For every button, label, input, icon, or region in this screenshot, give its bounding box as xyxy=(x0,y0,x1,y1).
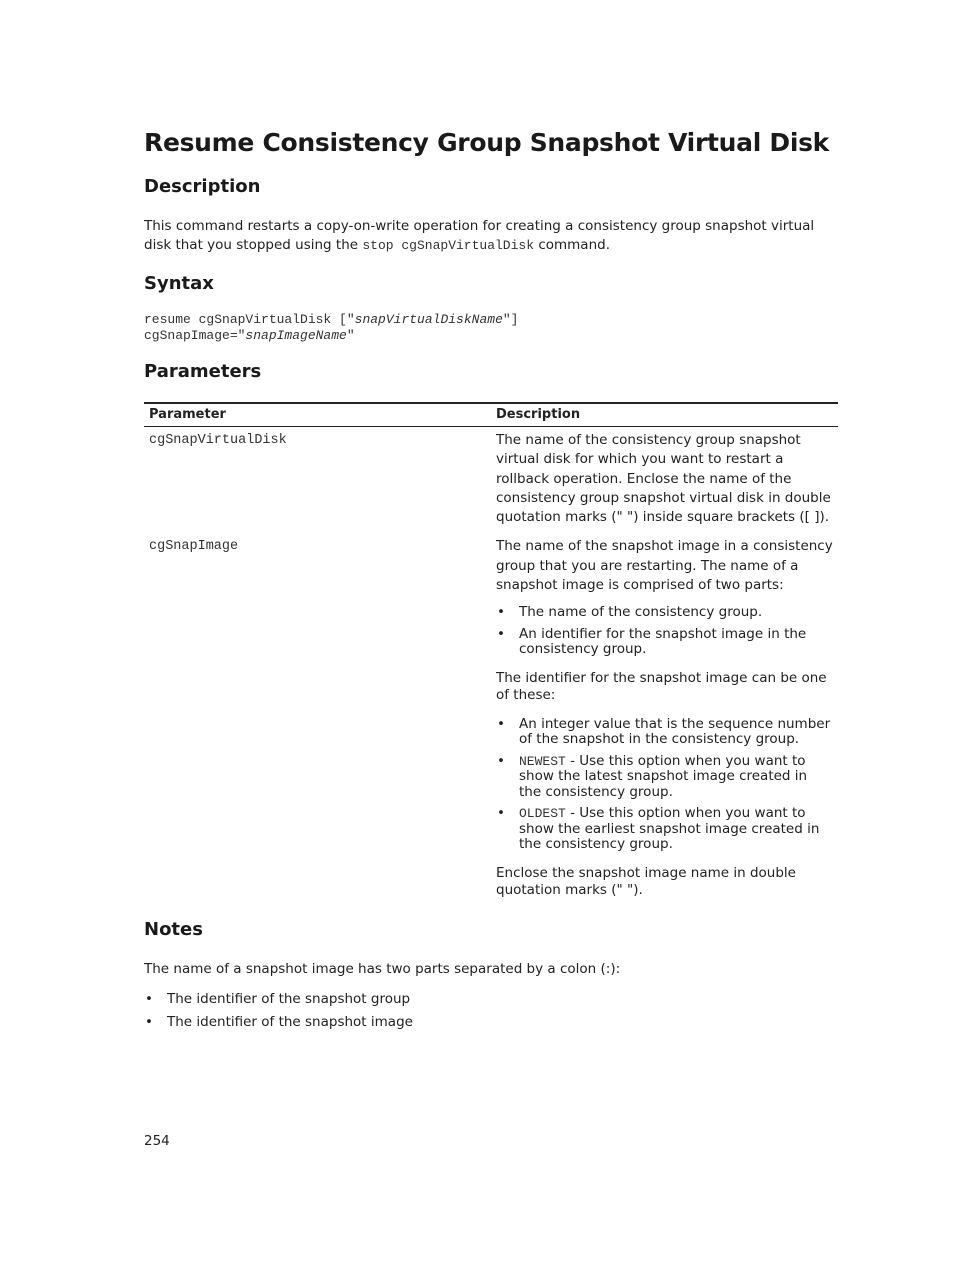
list-item: • The identifier of the snapshot group xyxy=(167,992,837,1008)
list-item xyxy=(519,754,833,801)
notes-text: The name of a snapshot image has two parts separated by a colon (:): xyxy=(144,961,621,977)
option-text: - Use this option when you want to show the latest snapshot image created in the consistency group. xyxy=(519,752,808,800)
list-item xyxy=(519,806,833,853)
column-header-description: Description xyxy=(491,403,838,427)
parameters-heading: Parameters xyxy=(144,361,262,382)
syntax-line2-a: cgSnapImage=" xyxy=(144,327,246,343)
notes-list xyxy=(144,992,837,1036)
param-description: The name of the consistency group snapshot virtual disk for which you want to restart a rollback operation. Enclose the name of the consistency group snapshot virtual disk in double quotation marks (" ") inside square brackets ([ ]). xyxy=(496,432,831,526)
description-text-after: command. xyxy=(538,237,610,253)
list-item: • The name of the consistency group. xyxy=(519,605,833,621)
syntax-line2-b: " xyxy=(346,327,355,343)
column-header-parameter: Parameter xyxy=(144,403,491,427)
notes-heading: Notes xyxy=(144,919,203,940)
option-text: An integer value that is the sequence number of the snapshot in the consistency group. xyxy=(519,715,831,748)
syntax-line1-a: resume cgSnapVirtualDisk [" xyxy=(144,312,355,327)
param-description xyxy=(491,529,838,900)
table-row xyxy=(144,427,838,530)
table-row xyxy=(144,529,838,900)
page-number: 254 xyxy=(144,1133,170,1149)
description-text-before: This command restarts a copy-on-write operation for creating a consistency group snapshot virtual disk that you stopped using the xyxy=(144,218,815,253)
options-list xyxy=(496,717,833,853)
param-name: cgSnapImage xyxy=(149,539,239,555)
option-code: NEWEST xyxy=(519,753,566,769)
option-code: OLDEST xyxy=(519,806,566,822)
parameters-table xyxy=(144,402,838,901)
list-item: • The identifier of the snapshot image xyxy=(167,1015,837,1031)
syntax-block xyxy=(144,312,518,343)
closing-text: Enclose the snapshot image name in double quotation marks (" "). xyxy=(496,864,796,898)
list-item: • An identifier for the snapshot image in the consistency group. xyxy=(519,627,833,658)
list-item xyxy=(519,717,833,748)
syntax-line1-b: "] xyxy=(502,312,519,327)
syntax-line1-var: snapVirtualDiskName xyxy=(354,312,503,327)
param-name: cgSnapVirtualDisk xyxy=(149,433,287,448)
param-intro: The name of the snapshot image in a consistency group that you are restarting. The name of a snapshot image is comprised of two parts: xyxy=(496,538,833,594)
description-code: stop cgSnapVirtualDisk xyxy=(362,238,535,253)
parts-list xyxy=(496,605,833,658)
syntax-heading: Syntax xyxy=(144,273,214,294)
page-title: Resume Consistency Group Snapshot Virtual Disk xyxy=(144,128,829,157)
option-text: - Use this option when you want to show the earliest snapshot image created in the consistency group. xyxy=(519,805,820,853)
syntax-line2-var: snapImageName xyxy=(245,327,347,343)
description-heading: Description xyxy=(144,176,261,197)
description-paragraph xyxy=(144,217,838,255)
identifier-intro: The identifier for the snapshot image can be one of these: xyxy=(496,669,827,703)
table-header-row xyxy=(144,403,838,427)
